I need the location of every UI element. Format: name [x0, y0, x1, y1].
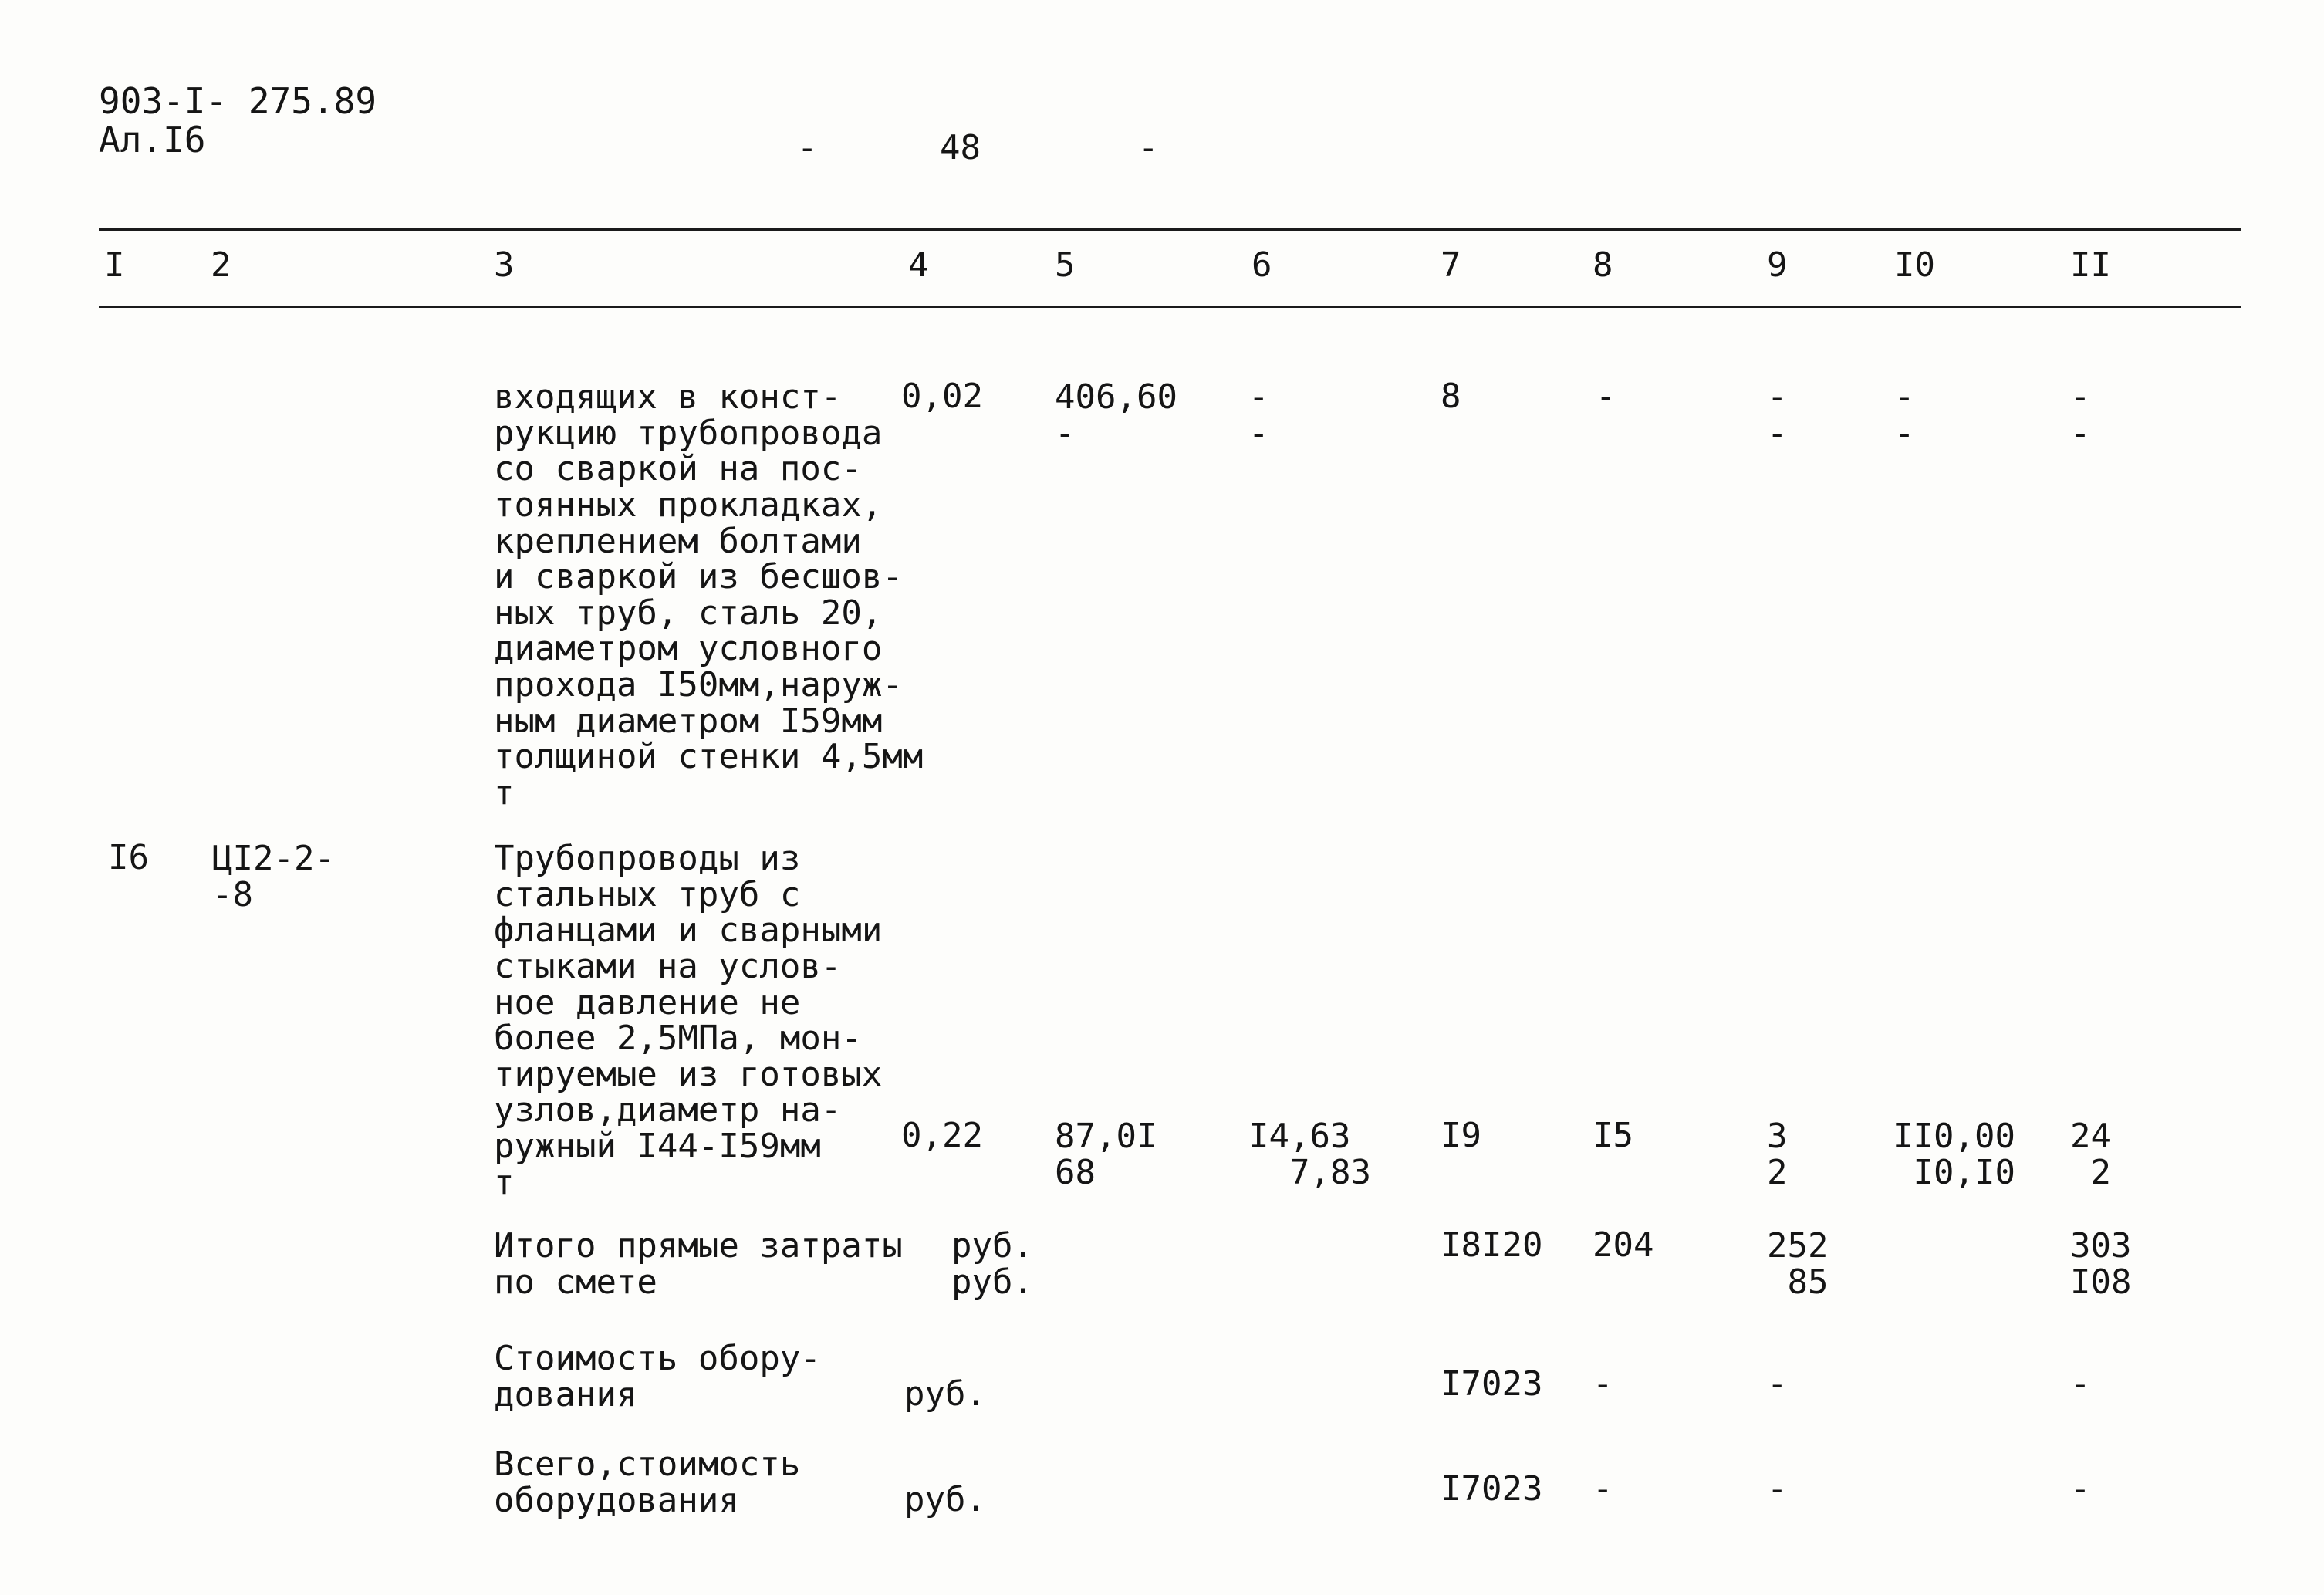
equipment-total-label: Всего,стоимость оборудования [494, 1445, 801, 1520]
col-header-8: 8 [1593, 245, 1613, 285]
row-16-col5: 87,0I 68 [1055, 1117, 1157, 1192]
row-prev-col6: - - [1248, 377, 1269, 453]
col-header-3: 3 [494, 245, 515, 285]
equipment-cost-col11: - [2070, 1364, 2091, 1404]
equipment-total-col11: - [2070, 1469, 2091, 1509]
col-header-4: 4 [908, 245, 929, 285]
equipment-total-col9: - [1767, 1469, 1788, 1509]
header-bottom-rule [99, 306, 2241, 308]
sheet-label: Ал.I6 [99, 119, 206, 161]
row-16-col11: 24 2 [2070, 1117, 2111, 1192]
equipment-total-col7: I7023 [1441, 1469, 1543, 1509]
col-header-10: I0 [1894, 245, 1935, 285]
equipment-cost-col8: - [1593, 1364, 1613, 1404]
equipment-cost-col7: I7023 [1441, 1364, 1543, 1404]
page-dash-left: - [797, 128, 818, 167]
row-prev-col11: - - [2070, 377, 2091, 453]
total-direct-costs-col9: 252 85 [1767, 1226, 1829, 1302]
row-prev-col7: 8 [1441, 377, 1461, 416]
equipment-total-col8: - [1593, 1469, 1613, 1509]
col-header-7: 7 [1441, 245, 1461, 285]
row-16-description: Трубопроводы из стальных труб с фланцами и сварными стыками на услов- ное давление не более 2,5МПа, мон- тируемые из готовых узлов,диаметр на- ружный I44-I59мм т [494, 839, 883, 1202]
col-header-6: 6 [1252, 245, 1272, 285]
col-header-1: I [104, 245, 125, 285]
row-16-number: I6 [108, 838, 149, 877]
row-prev-col9: - - [1767, 377, 1788, 453]
row-16-code: ЦI2-2- -8 [212, 839, 335, 914]
total-direct-costs-col8: 204 [1593, 1225, 1654, 1265]
row-16-quantity: 0,22 [901, 1116, 983, 1155]
equipment-cost-col9: - [1767, 1364, 1788, 1404]
row-prev-col5: 406,60 - [1055, 377, 1177, 453]
row-16-col8: I5 [1593, 1116, 1633, 1155]
row-prev-quantity: 0,02 [901, 377, 983, 416]
col-header-5: 5 [1055, 245, 1076, 285]
row-16-col10: II0,00 I0,I0 [1893, 1117, 2015, 1192]
total-direct-costs-label: Итого прямые затраты по смете [494, 1226, 903, 1302]
col-header-2: 2 [211, 245, 231, 285]
row-prev-description: входящих в конст- рукцию трубопровода со сваркой на пос- тоянных прокладках, креплением болтами и сваркой из бесшов- ных труб, сталь 20, диаметром условного прохода I50мм,наруж- ным диаметром I59мм толщиной стенки 4,5мм т [494, 377, 924, 813]
header-top-rule [99, 228, 2241, 231]
row-16-col7: I9 [1441, 1116, 1481, 1155]
page-dash-right: - [1138, 128, 1159, 167]
col-header-9: 9 [1767, 245, 1788, 285]
equipment-cost-label: Стоимость обору- дования [494, 1339, 821, 1414]
col-header-11: II [2070, 245, 2111, 285]
page-number: 48 [940, 128, 981, 167]
equipment-total-unit: руб. [904, 1480, 986, 1519]
row-prev-col8: - [1596, 377, 1616, 416]
total-direct-costs-col11: 303 I08 [2070, 1226, 2132, 1302]
row-16-col9: 3 2 [1767, 1117, 1788, 1192]
total-direct-costs-col7: I8I20 [1441, 1225, 1543, 1265]
total-direct-costs-unit: руб. руб. [951, 1226, 1033, 1302]
equipment-cost-unit: руб. [904, 1374, 986, 1414]
row-prev-col10: - - [1894, 377, 1915, 453]
row-16-col6: I4,63 7,83 [1248, 1117, 1371, 1192]
document-code: 903-I- 275.89 [99, 80, 377, 122]
